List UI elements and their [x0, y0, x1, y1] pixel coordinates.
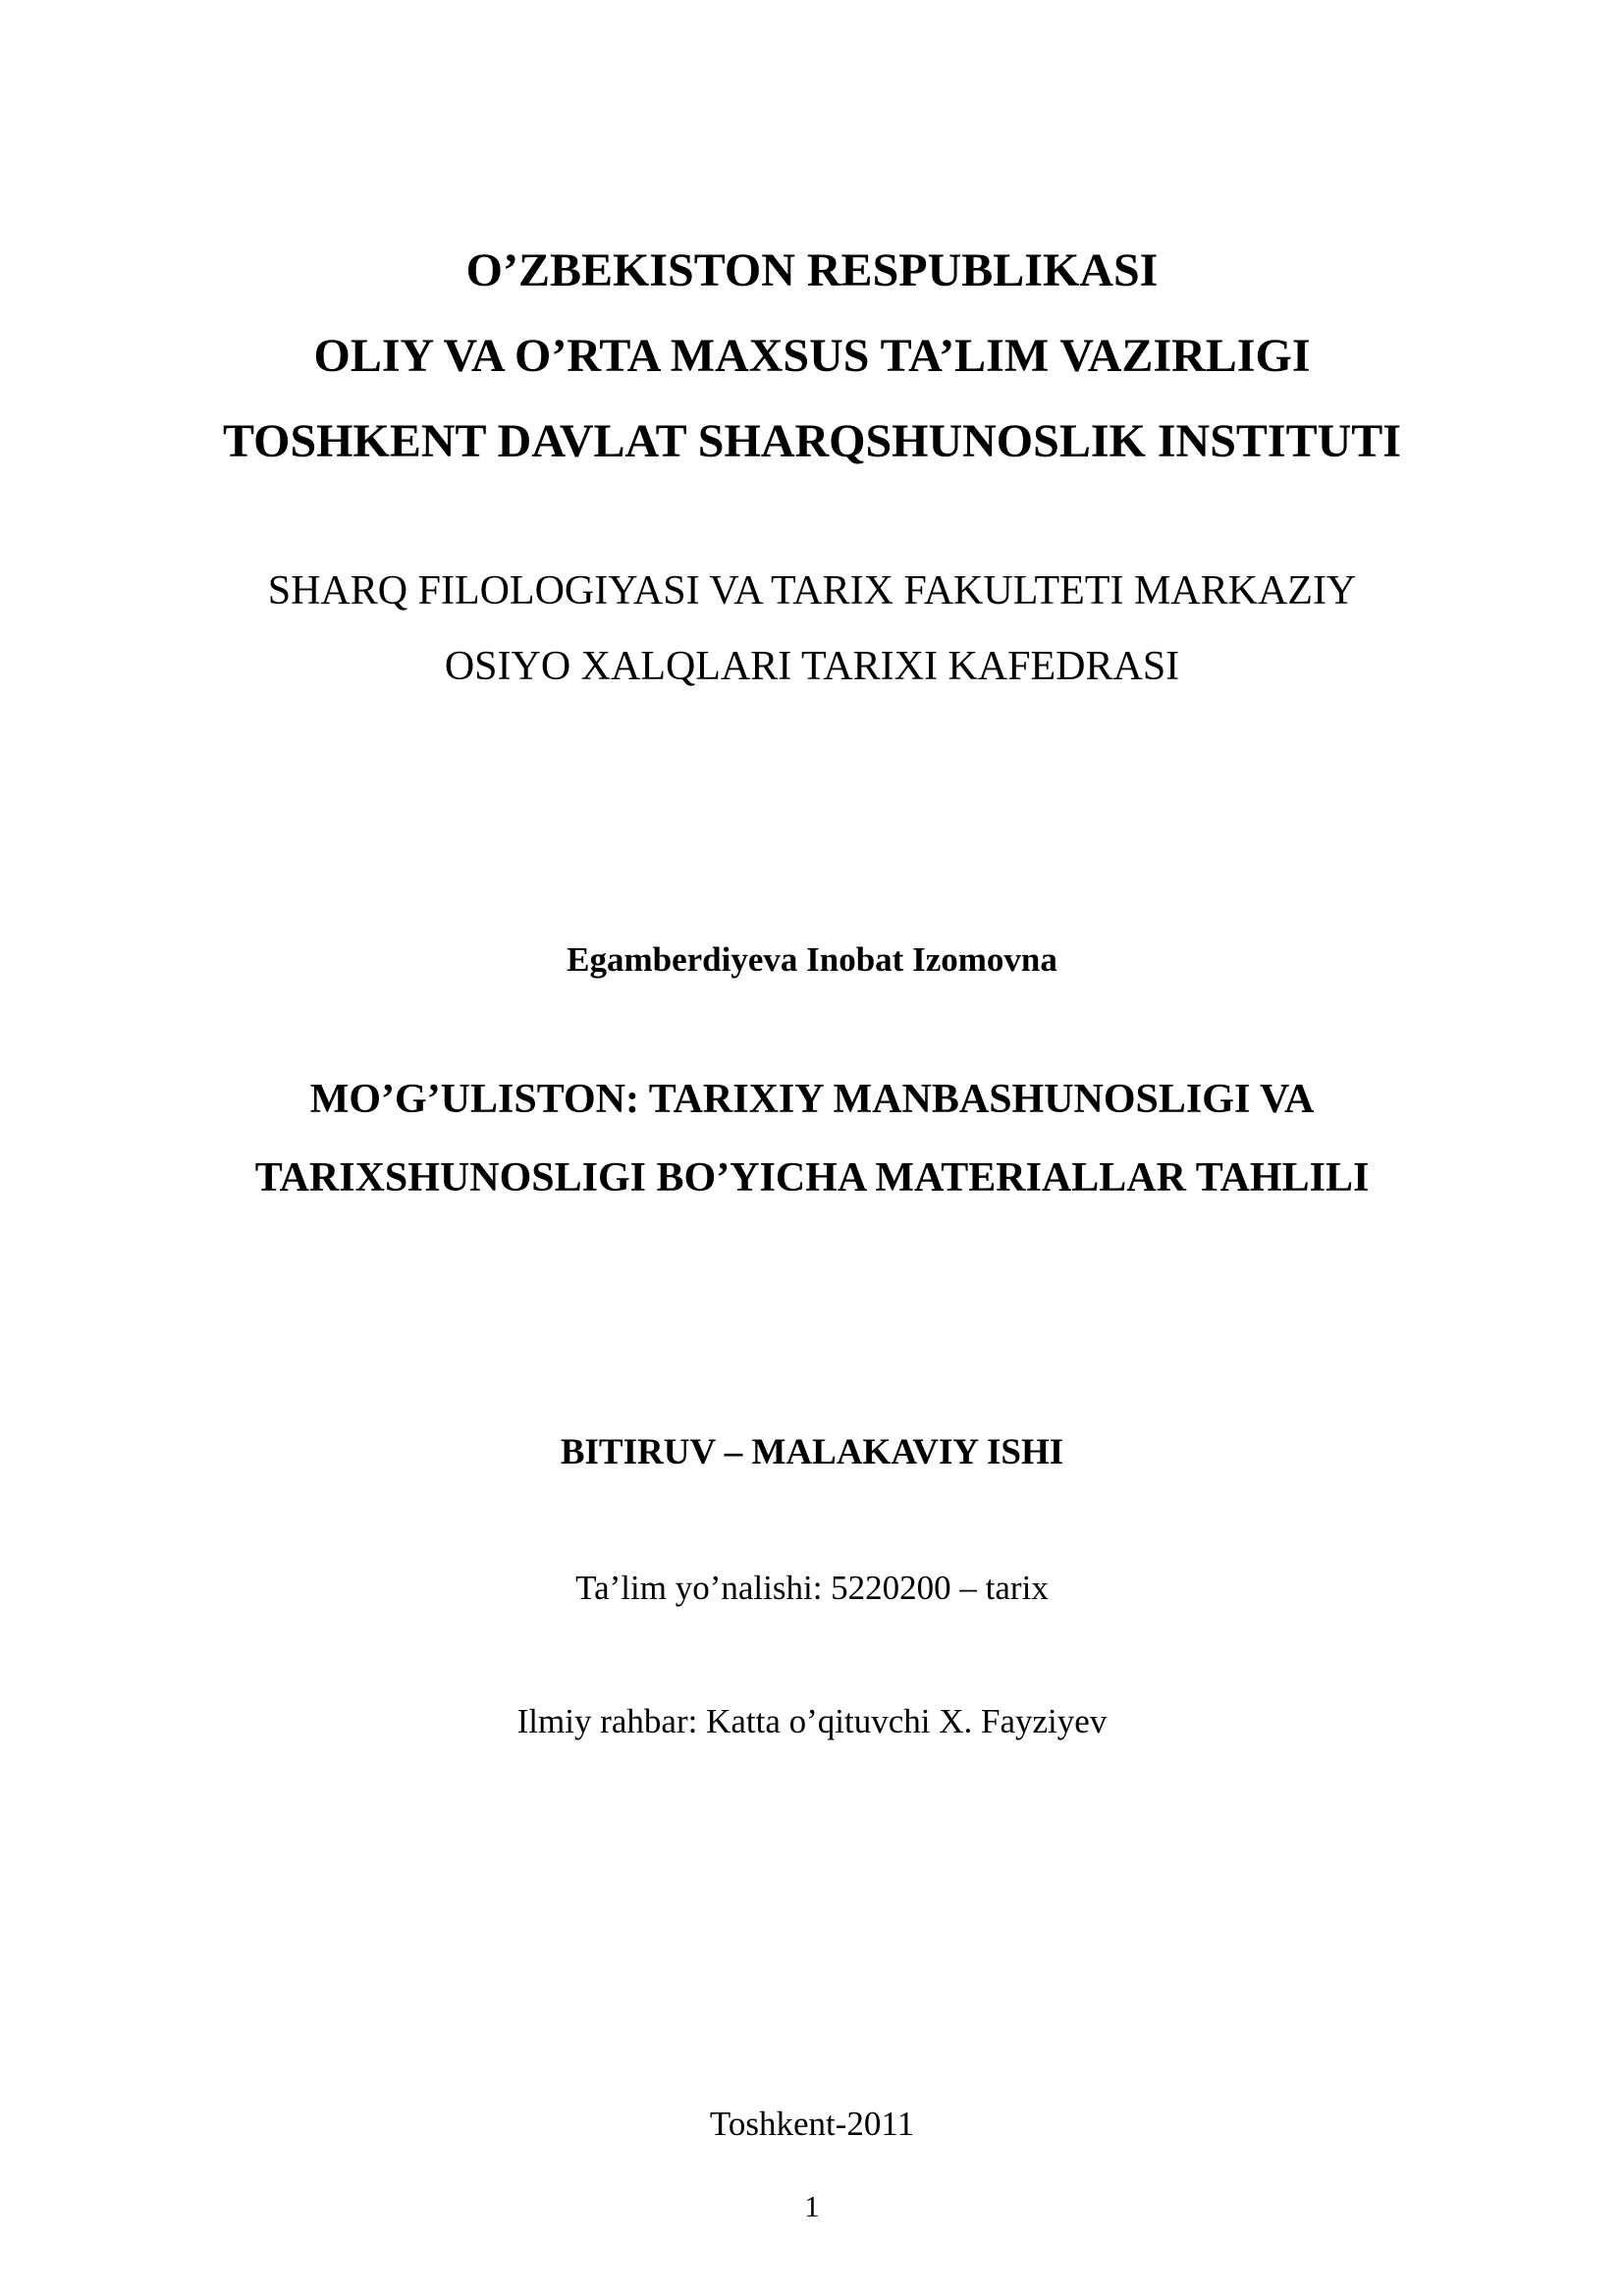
- country-heading: O’ZBEKISTON RESPUBLIKASI: [465, 244, 1159, 296]
- institute-heading: TOSHKENT DAVLAT SHARQSHUNOSLIK INSTITUTI: [223, 415, 1401, 467]
- page-number: 1: [804, 2189, 820, 2223]
- supervisor: Ilmiy rahbar: Katta o’qituvchi X. Fayziyev: [516, 1702, 1108, 1740]
- department-line-1: SHARQ FILOLOGIYASI VA TARIX FAKULTETI MARKAZIY: [267, 568, 1357, 614]
- author-name: Egamberdiyeva Inobat Izomovna: [567, 940, 1057, 979]
- work-type: BITIRUV – MALAKAVIY ISHI: [560, 1432, 1064, 1472]
- place-year: Toshkent-2011: [709, 2105, 915, 2143]
- field-of-study: Ta’lim yo’nalishi: 5220200 – tarix: [575, 1569, 1049, 1607]
- department-line-2: OSIYO XALQLARI TARIXI KAFEDRASI: [444, 644, 1180, 689]
- ministry-heading: OLIY VA O’RTA MAXSUS TA’LIM VAZIRLIGI: [313, 330, 1311, 382]
- thesis-title-line-1: MO’G’ULISTON: TARIXIY MANBASHUNOSLIGI VA: [309, 1077, 1315, 1122]
- thesis-title-line-2: TARIXSHUNOSLIGI BO’YICHA MATERIALLAR TAHLILI: [254, 1155, 1370, 1201]
